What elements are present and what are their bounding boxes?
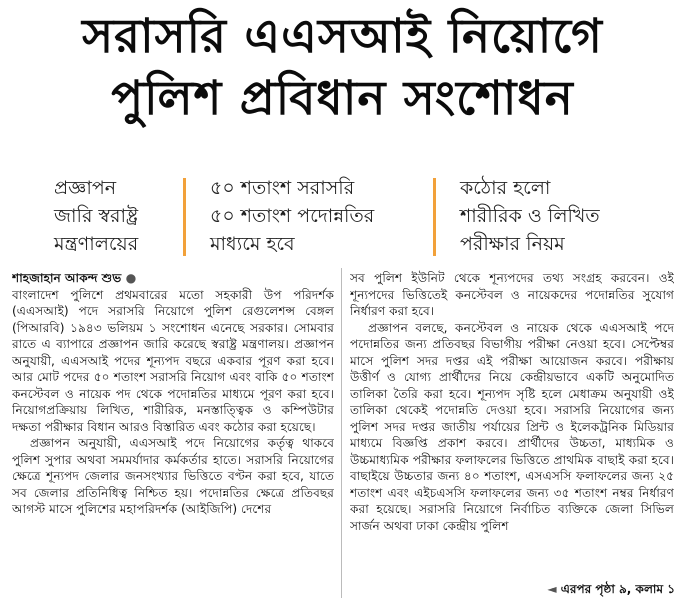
bullet-icon: ● (125, 271, 137, 285)
article-right-column (350, 270, 674, 582)
summary-text: মাধ্যমে হবে (210, 233, 295, 255)
summary-divider (433, 178, 436, 256)
summary-text: কঠোর হলো (460, 177, 551, 199)
continued-text: এরপর পৃষ্ঠা ৯, কলাম ১ (560, 582, 675, 596)
headline-line-2: পুলিশ প্রবিধান সংশোধন (111, 71, 574, 126)
summary-column-1 (54, 174, 138, 258)
summary-text: পরীক্ষার নিয়ম (460, 233, 565, 255)
left-arrow-icon: ◄ (547, 582, 557, 596)
article-paragraph: সব পুলিশ ইউনিট থেকে শূন্যপদের তথ্য সংগ্রহ করবেন। ওই শূন্যপদের ভিত্তিতেই কনস্টেবল ও নায়েকদের পদোন্নতির সুযোগ নির্ধারণ করা হবে। (350, 271, 674, 318)
continued-on-page (547, 581, 675, 601)
article-paragraph: প্রজ্ঞাপন অনুযায়ী, এএসআই পদে নিয়োগের কর্তৃত্ব থাকবে পুলিশ সুপার অথবা সমমর্যাদার কর্মকর্তার হাতে। সরাসরি নিয়োগের ক্ষেত্রে শূন্যপদ জেলার জনসংখ্যার ভিত্তিতে বণ্টন করা হবে, যাতে সব জেলার প্রতিনিধিত্ব নিশ্চিত হয়। পদোন্নতির ক্ষেত্রে প্রতিবছর আগস্ট মাসে পুলিশের মহাপরিদর্শক (আইজিপি) দেশের (12, 436, 334, 516)
summary-text: ৫০ শতাংশ পদোন্নতির (210, 205, 375, 227)
summary-text: মন্ত্রণালয়ের (54, 233, 139, 255)
byline-author: শাহজাহান আকন্দ শুভ (12, 271, 122, 285)
summary-text: জারি স্বরাষ্ট্র (54, 205, 139, 227)
article-paragraph: প্রজ্ঞাপন বলছে, কনস্টেবল ও নায়েক থেকে এএসআই পদে পদোন্নতির জন্য প্রতিবছর বিভাগীয় পরীক্ষা নেওয়া হবে। সেপ্টেম্বর মাসে পুলিশ সদর দপ্তর এই পরীক্ষা আয়োজন করবে। পরীক্ষায় উত্তীর্ণ ও যোগ্য প্রার্থীদের নিয়ে কেন্দ্রীয়ভাবে একটি অনুমোদিত তালিকা তৈরি করা হবে। শূন্যপদ সৃষ্টি হলে মেধাক্রম অনুযায়ী ওই তালিকা থেকেই পদোন্নতি দেওয়া হবে। সরাসরি নিয়োগের জন্য পুলিশ সদর দপ্তর জাতীয় পর্যায়ের প্রিন্ট ও ইলেকট্রনিক মিডিয়ার মাধ্যমে বিজ্ঞপ্তি প্রকাশ করবে। প্রার্থীদের উচ্চতা, মাধ্যমিক ও উচ্চমাধ্যমিক পরীক্ষার ফলাফলের ভিত্তিতে প্রাথমিক বাছাই করা হবে। বাছাইয়ে উচ্চতার জন্য ৪০ শতাংশ, এসএসসি ফলাফলের জন্য ২৫ শতাংশ এবং এইচএসসি ফলাফলের জন্য ৩৫ শতাংশ নম্বর নির্ধারণ করা হয়েছে। সরাসরি নিয়োগে নির্বাচিত ব্যক্তিকে জেলা সিভিল সার্জন অথবা ঢাকা কেন্দ্রীয় পুলিশ (350, 320, 674, 533)
summary-text: শারীরিক ও লিখিত (460, 205, 600, 227)
column-rule (341, 268, 342, 598)
headline (0, 6, 685, 130)
summary-column-3 (460, 174, 600, 258)
article-paragraph: বাংলাদেশ পুলিশে প্রথমবারের মতো সহকারী উপ পরিদর্শক (এএসআই) পদে সরাসরি নিয়োগে পুলিশ রেগুলেশন্স বেঙ্গল (পিআরবি) ১৯৪৩ ভলিয়ম ১ সংশোধন এনেছে সরকার। সোমবার রাতে এ ব্যাপারে প্রজ্ঞাপন জারি করেছে স্বরাষ্ট্র মন্ত্রণালয়। প্রজ্ঞাপন অনুযায়ী, এএসআই পদের শূন্যপদ বছরে একবার পূরণ করা হবে। আর মোট পদের ৫০ শতাংশ সরাসরি নিয়োগ এবং বাকি ৫০ শতাংশ কনস্টেবল ও নায়েক পদ থেকে পদোন্নতির মাধ্যমে পূরণ করা হবে। নিয়োগপ্রক্রিয়ায় লিখিত, শারীরিক, মনস্তাত্ত্বিক ও কম্পিউটার দক্ষতা পরীক্ষার বিধান আরও বিস্তারিত এবং কঠোর করা হয়েছে। (12, 287, 334, 434)
headline-line-1: সরাসরি এএসআই নিয়োগে (82, 9, 603, 64)
summary-points (0, 174, 685, 264)
byline (12, 270, 334, 287)
article-left-column (12, 270, 334, 600)
summary-text: ৫০ শতাংশ সরাসরি (210, 177, 355, 199)
summary-divider (183, 178, 186, 256)
summary-column-2 (210, 174, 374, 258)
summary-text: প্রজ্ঞাপন (54, 177, 117, 199)
